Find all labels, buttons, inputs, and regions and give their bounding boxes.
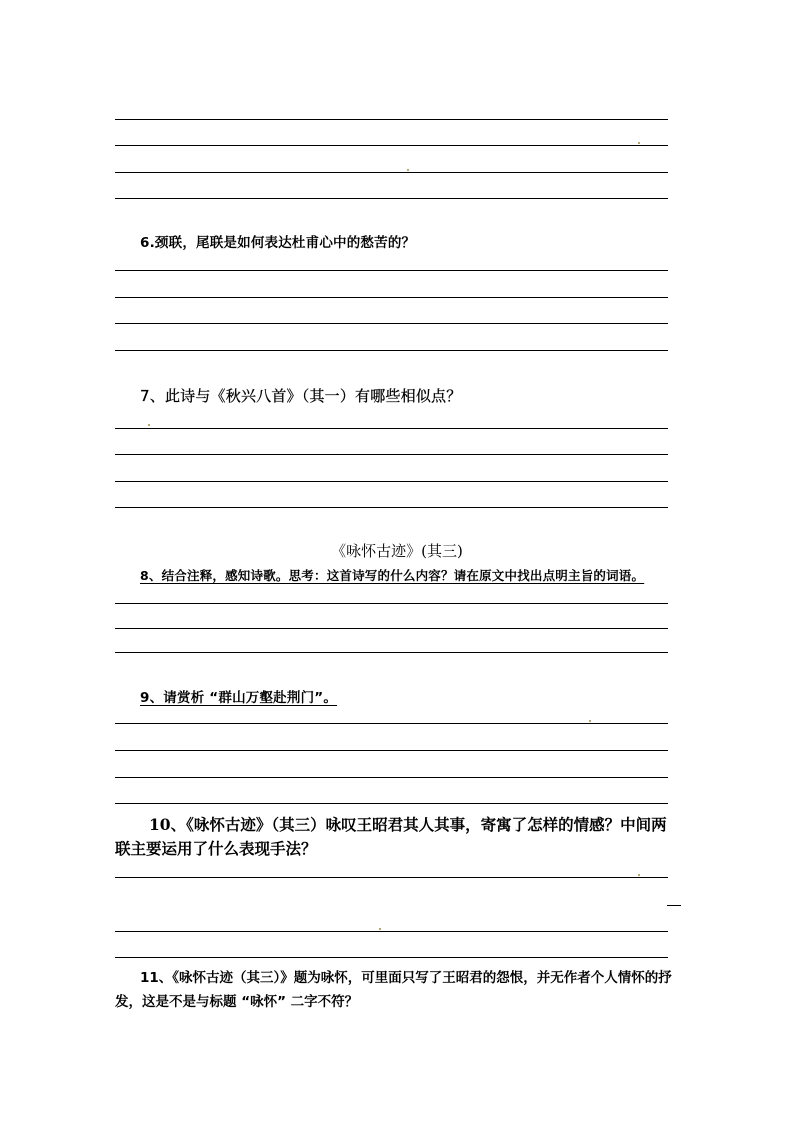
scan-speck bbox=[589, 720, 591, 722]
answer-line bbox=[115, 454, 668, 455]
answer-line bbox=[115, 803, 668, 804]
question-11-text: 11、《咏怀古迹（其三）》题为咏怀，可里面只写了王昭君的怨恨，并无作者个人情怀的抒发，这是不是与标题 “咏怀” 二字不符？ bbox=[115, 970, 672, 1010]
question-6: 6.颈联，尾联是如何表达杜甫心中的愁苦的？ bbox=[140, 235, 416, 251]
question-10-text: 10、《咏怀古迹》（其三）咏叹王昭君其人其事，寄寓了怎样的情感？中间两联主要运用了什么表现手法？ bbox=[115, 815, 667, 858]
answer-line bbox=[115, 628, 668, 629]
scan-speck bbox=[148, 424, 150, 426]
scan-speck bbox=[638, 142, 640, 144]
answer-line bbox=[115, 777, 668, 778]
answer-line bbox=[115, 750, 668, 751]
answer-line bbox=[115, 145, 668, 146]
answer-line bbox=[115, 270, 668, 271]
question-11 bbox=[115, 966, 690, 1014]
question-7: 7、此诗与《秋兴八首》（其一）有哪些相似点？ bbox=[140, 387, 462, 405]
question-9: 9、请赏析 “群山万壑赴荆门”。 bbox=[140, 690, 338, 706]
answer-line bbox=[115, 481, 668, 482]
answer-line bbox=[115, 172, 668, 173]
answer-line bbox=[115, 652, 668, 653]
answer-line bbox=[115, 350, 668, 351]
answer-line bbox=[115, 603, 668, 604]
scan-speck bbox=[407, 169, 409, 171]
answer-line bbox=[115, 323, 668, 324]
scan-speck bbox=[379, 928, 381, 930]
answer-line bbox=[115, 957, 668, 958]
section-title: 《咏怀古迹》(其三) bbox=[331, 542, 463, 560]
answer-line bbox=[115, 931, 668, 932]
answer-line bbox=[115, 198, 668, 199]
answer-line bbox=[115, 877, 668, 878]
answer-line bbox=[115, 428, 668, 429]
answer-line bbox=[115, 507, 668, 508]
answer-line bbox=[115, 297, 668, 298]
answer-line bbox=[115, 723, 668, 724]
stray-dash bbox=[667, 905, 681, 906]
scan-speck bbox=[638, 874, 640, 876]
question-8: 8、结合注释，感知诗歌。思考：这首诗写的什么内容？请在原文中找出点明主旨的词语。 bbox=[140, 568, 645, 583]
question-10 bbox=[115, 813, 680, 861]
answer-line bbox=[115, 119, 668, 120]
